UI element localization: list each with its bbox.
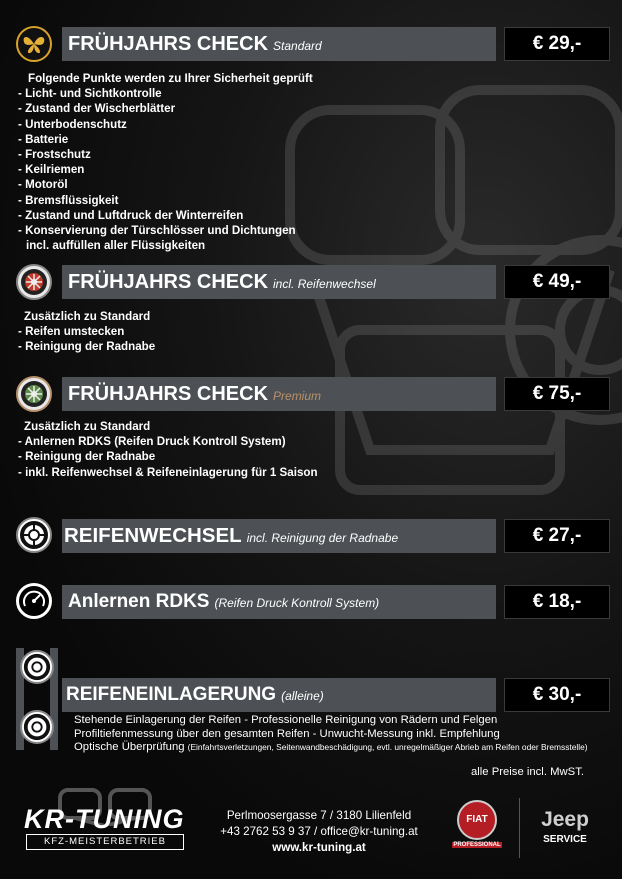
list-item: - Zustand und Luftdruck der Winterreifen — [18, 208, 244, 222]
tire-icon — [20, 710, 54, 744]
website-link[interactable]: www.kr-tuning.at — [272, 841, 366, 854]
list-item: Zusätzlich zu Standard — [24, 420, 151, 433]
section-title-rdks: Anlernen RDKS (Reifen Druck Kontroll System) — [68, 591, 380, 612]
list-item: - Anlernen RDKS (Reifen Druck Kontroll System) — [18, 435, 286, 449]
price-premium: € 75,- — [504, 377, 610, 411]
list-standard — [18, 71, 313, 253]
list-item: - Zustand der Wischerblätter — [18, 102, 176, 116]
list-item: - Reinigung der Radnabe — [18, 450, 156, 464]
section-subtitle-reifen: incl. Reifenwechsel — [273, 277, 376, 291]
list-item: - Bremsflüssigkeit — [18, 193, 119, 207]
address: Perlmoosergasse 7 / 3180 Lilienfeld — [226, 809, 412, 822]
tire-storage-rack — [16, 648, 58, 750]
fiat-badge-icon — [457, 800, 497, 840]
tire-icon — [16, 517, 52, 553]
section-title-wechsel: REIFENWECHSEL incl. Reinigung der Radnabe — [64, 524, 399, 547]
section-subtitle-premium: Premium — [273, 389, 322, 403]
fiat-logo-text: FIAT — [466, 814, 488, 825]
list-item: incl. auffüllen aller Flüssigkeiten — [26, 239, 206, 253]
fiat-professional-label: PROFESSIONAL — [453, 842, 501, 848]
description-line: Stehende Einlagerung der Reifen - Professionelle Reinigung von Rädern und Felgen — [74, 714, 498, 726]
section-title-einlagerung: REIFENEINLAGERUNG (alleine) — [66, 684, 324, 705]
contact-line[interactable]: +43 2762 53 9 37 / office@kr-tuning.at — [220, 825, 418, 838]
price-wechsel: € 27,- — [504, 519, 610, 553]
list-item: - Frostschutz — [18, 148, 91, 162]
section-subtitle-einlagerung: (alleine) — [281, 689, 324, 703]
description-line: Optische Überprüfung — [74, 741, 185, 754]
logo-main-text: KR-TUNING — [24, 804, 185, 834]
description-note: (Einfahrtsverletzungen, Seitenwandbeschädigung, evtl. unregelmäßiger Abrieb am Reifen oder Bremsstelle) — [187, 742, 588, 753]
list-premium — [18, 419, 318, 480]
gauge-icon — [16, 583, 52, 619]
list-item: - Reinigung der Radnabe — [18, 340, 156, 354]
wheel-red-icon — [16, 264, 52, 300]
list-item: - Licht- und Sichtkontrolle — [18, 87, 162, 101]
butterfly-icon — [16, 26, 52, 62]
list-item: - Motoröl — [18, 178, 68, 192]
price-rdks: € 18,- — [504, 585, 610, 619]
fiat-professional-logo — [452, 800, 502, 856]
list-reifen — [18, 309, 155, 355]
list-item: Folgende Punkte werden zu Ihrer Sicherheit geprüft — [28, 72, 313, 85]
wheel-gold-icon — [16, 376, 52, 412]
logo-sub-text: KFZ-MEISTERBETRIEB — [26, 834, 184, 850]
jeep-logo-text: Jeep — [541, 808, 589, 831]
price-reifen: € 49,- — [504, 265, 610, 299]
list-item: - Keilriemen — [18, 163, 85, 177]
price-standard: € 29,- — [504, 27, 610, 61]
kr-tuning-logo — [20, 786, 190, 856]
list-item: - Batterie — [18, 132, 69, 146]
list-item: - inkl. Reifenwechsel & Reifeneinlagerung für 1 Saison — [18, 465, 318, 479]
contact-block — [214, 808, 424, 856]
section-title-reifen: FRÜHJAHRS CHECK incl. Reifenwechsel — [68, 271, 376, 293]
description-line: Profiltiefenmessung über den gesamten Reifen - Unwucht-Messung inkl. Empfehlung — [74, 727, 500, 740]
section-subtitle-wechsel: incl. Reinigung der Radnabe — [246, 531, 399, 545]
tax-note: alle Preise incl. MwST. — [470, 766, 584, 778]
section-subtitle-rdks: (Reifen Druck Kontroll System) — [214, 596, 380, 610]
jeep-service-label: SERVICE — [543, 834, 587, 845]
tire-icon — [20, 650, 54, 684]
section-title-standard: FRÜHJAHRS CHECK Standard — [68, 33, 322, 55]
logo-divider — [519, 798, 520, 858]
einlagerung-description — [74, 714, 588, 755]
jeep-service-logo — [530, 808, 600, 845]
section-subtitle-standard: Standard — [273, 39, 322, 53]
list-item: - Konservierung der Türschlösser und Dichtungen — [18, 224, 296, 238]
section-title-premium: FRÜHJAHRS CHECK Premium — [68, 383, 322, 405]
list-item: - Reifen umstecken — [18, 325, 125, 339]
price-einlagerung: € 30,- — [504, 678, 610, 712]
list-item: Zusätzlich zu Standard — [24, 310, 151, 323]
list-item: - Unterbodenschutz — [18, 117, 127, 131]
